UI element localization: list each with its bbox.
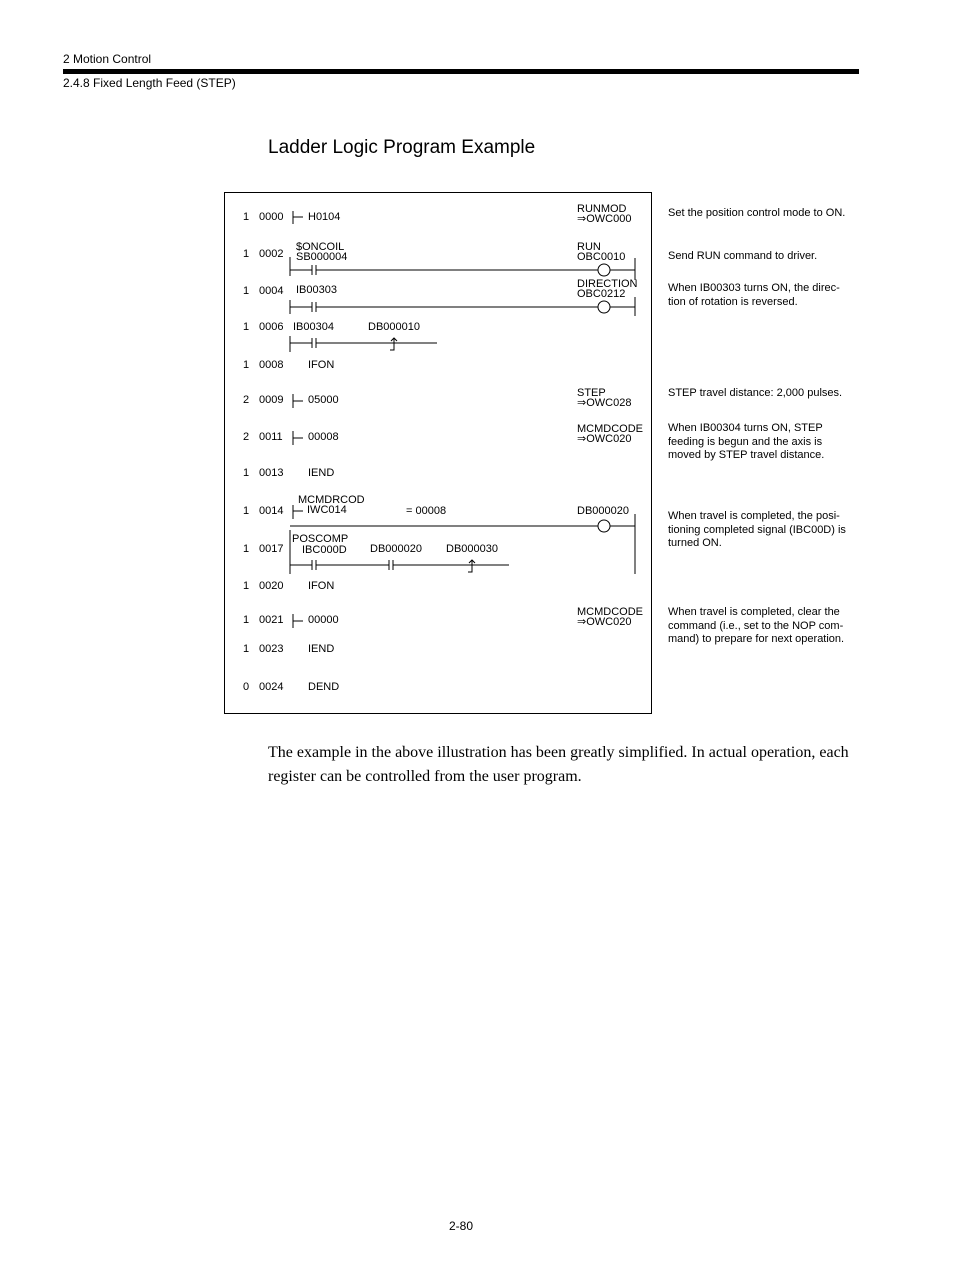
label-mcmdcode: MCMDCODE [577,606,643,618]
output-db000010: DB000010 [368,321,420,333]
instr-ifon: IFON [308,580,335,592]
row-step: 0004 [259,285,284,297]
row-step: 0024 [259,681,284,693]
row-step: 0014 [259,505,284,517]
operand-05000: 05000 [308,394,339,406]
instr-iend: IEND [308,643,335,655]
operand-iwc014: IWC014 [307,504,347,516]
output-db000030: DB000030 [446,543,498,555]
dest-owc028: ⇒OWC028 [577,397,632,409]
row-level: 1 [243,467,250,479]
row-step: 0006 [259,321,284,333]
label-mcmdrcod: MCMDRCOD [298,494,365,506]
comment-direction: When IB00303 turns ON, the direc- tion of rotation is reversed. [668,282,840,308]
row-level: 1 [243,614,250,626]
coil-obc0010: OBC0010 [577,251,626,263]
row-step: 0013 [259,467,284,479]
comment-runmod: Set the position control mode to ON. [668,207,846,219]
contact-ib00303: IB00303 [296,284,337,296]
page-title: Ladder Logic Program Example [268,137,536,158]
coil-db000020: DB000020 [577,505,629,517]
row-level: 0 [243,681,250,693]
label-poscomp: POSCOMP [292,533,349,545]
row-level: 1 [243,285,250,297]
coil-obc0212: OBC0212 [577,288,626,300]
label-mcmdcode: MCMDCODE [577,423,643,435]
comment-run: Send RUN command to driver. [668,250,818,262]
body-paragraph: The example in the above illustration has been greatly simplified. In actual operation, each register can be controlled from the user program. [268,744,849,785]
page-number: 2-80 [449,1219,474,1233]
row-level: 1 [243,211,250,223]
row-step: 0021 [259,614,284,626]
label-step: STEP [577,387,606,399]
row-level: 2 [243,394,250,406]
label-direction: DIRECTION [577,278,638,290]
dest-owc000: ⇒OWC000 [577,213,632,225]
dest-owc020: ⇒OWC020 [577,433,632,445]
instr-dend: DEND [308,681,340,693]
contact-db000020: DB000020 [370,543,422,555]
row-step: 0011 [259,431,283,443]
row-level: 1 [243,359,250,371]
row-step: 0009 [259,394,284,406]
operand-h0104: H0104 [308,211,341,223]
row-level: 1 [243,643,250,655]
row-level: 1 [243,321,250,333]
comment-step-feed: When IB00304 turns ON, STEP feeding is begun and the axis is moved by STEP travel distance. [668,422,825,461]
label-oncoil: $ONCOIL [296,241,345,253]
row-level: 1 [243,580,250,592]
chapter-header: 2 Motion Control [63,52,152,66]
row-level: 1 [243,505,250,517]
row-step: 0002 [259,248,284,260]
comment-clear: When travel is completed, clear the command (i.e., set to the NOP com- mand) to prepare for next operation. [668,606,845,645]
row-step: 0023 [259,643,284,655]
contact-ib00304: IB00304 [293,321,334,333]
label-run: RUN [577,241,601,253]
label-runmod: RUNMOD [577,203,627,215]
row-step: 0017 [259,543,284,555]
comment-step-distance: STEP travel distance: 2,000 pulses. [668,387,843,399]
comment-poscomp: When travel is completed, the posi- tioning completed signal (IBC00D) is turned ON. [668,510,846,549]
instr-iend: IEND [308,467,335,479]
contact-sb000004: SB000004 [296,251,348,263]
row-level: 1 [243,543,250,555]
row-level: 2 [243,431,250,443]
section-header: 2.4.8 Fixed Length Feed (STEP) [63,76,236,90]
row-step: 0000 [259,211,284,223]
contact-ibc000d: IBC000D [302,544,347,556]
instr-ifon: IFON [308,359,335,371]
dest-owc020: ⇒OWC020 [577,616,632,628]
row-step: 0008 [259,359,284,371]
operand-00000: 00000 [308,614,339,626]
compare-value: = 00008 [406,505,447,517]
row-step: 0020 [259,580,284,592]
operand-00008: 00008 [308,431,339,443]
row-level: 1 [243,248,250,260]
